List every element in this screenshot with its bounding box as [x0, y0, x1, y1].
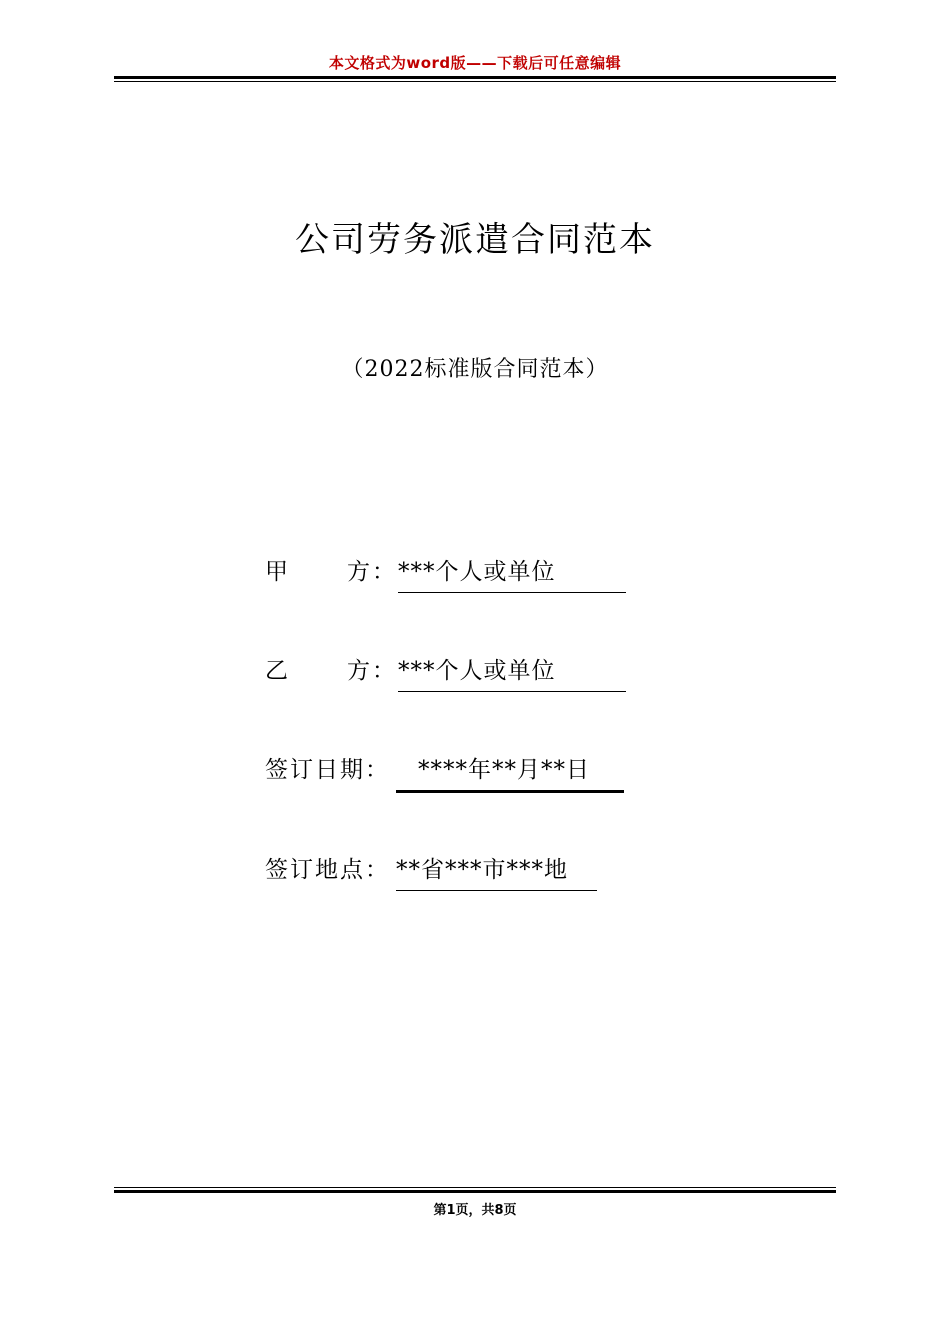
- party-b-value: ***个人或单位: [398, 652, 626, 692]
- sign-date-value: ****年**月**日: [396, 751, 624, 793]
- header-rule-thin: [114, 81, 836, 82]
- party-a-value: ***个人或单位: [398, 553, 626, 593]
- page-number: 第1页，共8页: [433, 1203, 517, 1218]
- party-b-label: [265, 652, 397, 685]
- party-b-label-char1: 乙: [265, 658, 290, 684]
- document-subtitle: （2022标准版合同范本）: [341, 357, 609, 382]
- header-note: 本文格式为word版——下载后可任意编辑: [328, 54, 622, 72]
- document-title: 公司劳务派遣合同范本: [295, 220, 655, 260]
- footer-rule-thick: [114, 1190, 836, 1193]
- party-a-label: [265, 553, 397, 586]
- party-b-label-char2: 方：: [347, 658, 397, 684]
- party-a-label-char2: 方：: [347, 559, 397, 585]
- sign-date-label: 签订日期：: [265, 757, 390, 783]
- party-a-label-char1: 甲: [265, 559, 290, 585]
- sign-place-value: **省***市***地: [396, 851, 597, 891]
- sign-place-label: 签订地点：: [265, 857, 390, 883]
- footer-rule-thin: [114, 1187, 836, 1188]
- header-rule-thick: [114, 76, 836, 79]
